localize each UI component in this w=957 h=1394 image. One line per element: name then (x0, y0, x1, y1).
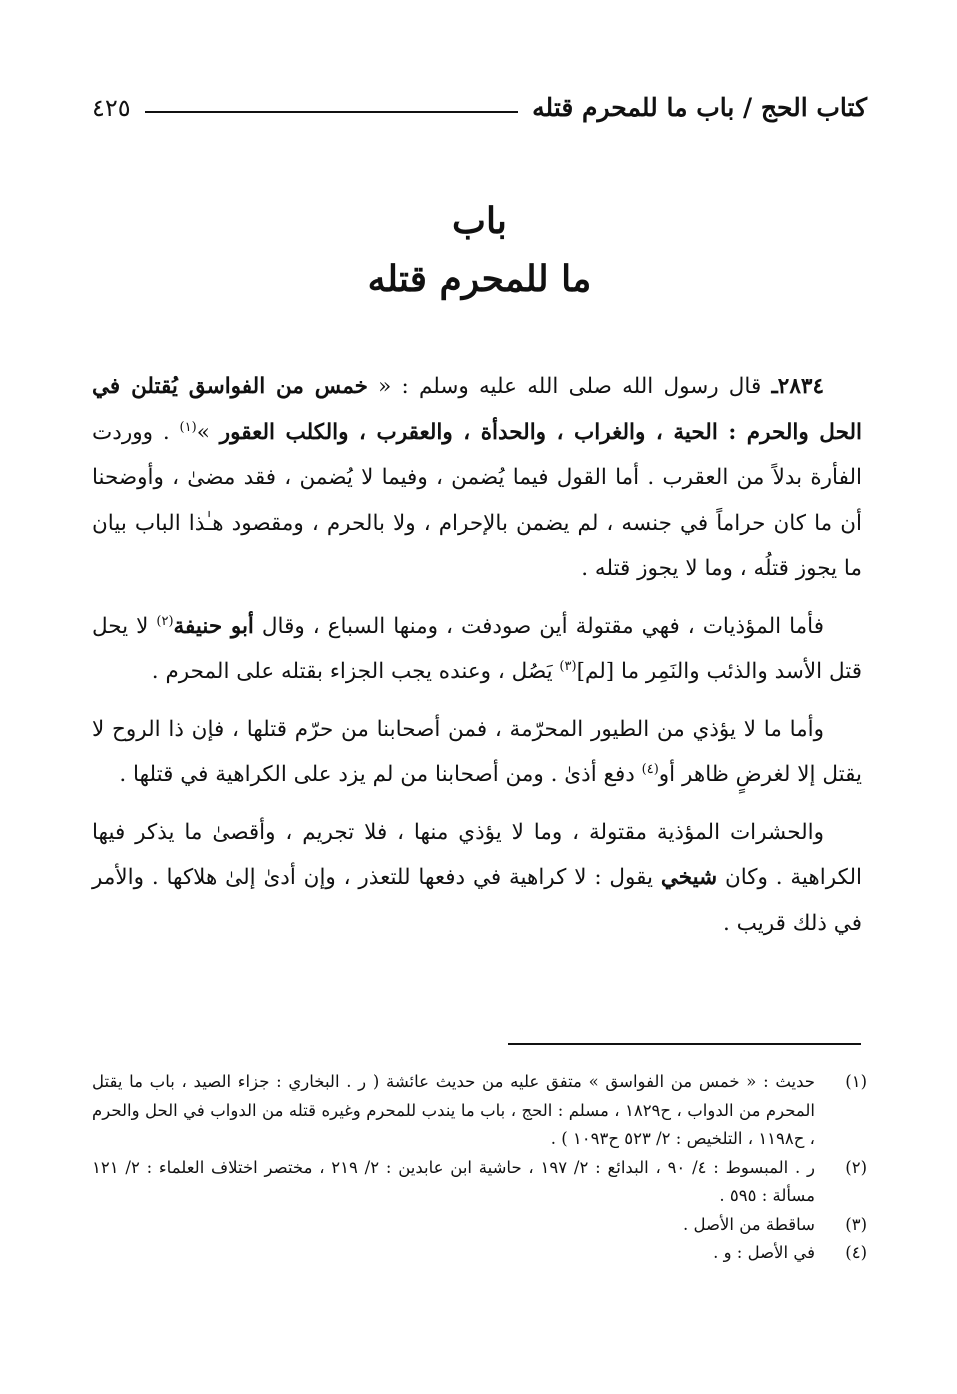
hadith-number: ٢٨٣٤ـ (771, 374, 824, 399)
footnote-text: ساقطة من الأصل . (683, 1214, 815, 1234)
paragraph-text: والحشرات المؤذية مقتولة ، وما لا يؤذي منها ، فلا تجريم ، وأقصىٰ ما يذكر فيها الكراهية . وكان (92, 819, 862, 890)
footnote-2 (92, 1154, 867, 1211)
paragraph-text: يقول : لا كراهية في دفعها للتعذر ، وإن أدىٰ إلىٰ هلاكها . والأمر في ذلك قريب . (92, 865, 862, 936)
chapter-title (92, 192, 867, 308)
footnote-ref-4[interactable]: (٤) (641, 761, 659, 777)
paragraph-hasharat (92, 810, 862, 947)
footnote-number: (٤) (845, 1243, 867, 1262)
paragraph-text: . ووردت الفأرة بدلاً من العقرب . أما القول فيما يُضمن ، وفيما لا يُضمن ، فقد مضىٰ ، وأوضحنا أن ما كان حراماً في جنسه ، لم يضمن بالإحرام ، ولا بالحرم ، ومقصود هـٰذا الباب بيان ما يجوز قتلُه ، وما لا يجوز قتله . (92, 419, 862, 581)
footnote-1 (92, 1068, 867, 1154)
chapter-title-line2: ما للمحرم قتله (367, 258, 592, 300)
hadith-quote: خمس من الفواسق يُقتلن في الحل والحرم : الحية ، والغراب ، والحدأة ، والعقرب ، والكلب العقور (92, 374, 862, 445)
name-abu-hanifa: أبو حنيفة (173, 613, 254, 639)
paragraph-text: دفع أذىٰ . ومن أصحابنا من لم يزد على الكراهية في قتلها . (119, 762, 642, 787)
footnote-separator (508, 1043, 861, 1045)
footnote-ref-1[interactable]: (١) (179, 419, 197, 435)
paragraph-text: فأما المؤذيات ، فهي مقتولة أين صودفت ، ومنها السباع ، وقال (253, 613, 824, 639)
paragraph-tuyur (92, 707, 862, 798)
footnote-number: (١) (845, 1072, 867, 1091)
paragraph-text: قال رسول الله صلى الله عليه وسلم : « (367, 374, 772, 399)
paragraph-text: يَصُل ، وعنده يجب الجزاء بقتله على المحرم . (151, 659, 560, 684)
paragraph-text: » (196, 419, 220, 445)
header-rule (145, 111, 518, 113)
footnote-3 (92, 1211, 867, 1240)
footnotes (92, 1068, 867, 1268)
footnote-ref-2[interactable]: (٢) (156, 613, 174, 629)
running-header (92, 82, 867, 122)
footnote-4 (92, 1239, 867, 1268)
name-shaykhi: شيخي (660, 865, 718, 890)
paragraph-2834 (92, 364, 862, 592)
footnote-number: (٣) (845, 1214, 867, 1234)
footnote-text: ر . المبسوط : ٤/ ٩٠ ، البدائع : ٢/ ١٩٧ ، حاشية ابن عابدين : ٢/ ٢١٩ ، مختصر اختلاف العلماء : ٢/ ١٢١ مسألة : ٥٩٥ . (92, 1157, 816, 1205)
footnote-ref-3[interactable]: (٣) (559, 658, 577, 674)
page-number: ٤٢٥ (92, 94, 131, 122)
paragraph-mu-dhiyat (92, 604, 862, 695)
running-title: كتاب الحج / باب ما للمحرم قتله (532, 93, 867, 122)
footnote-text: في الأصل : و . (713, 1243, 815, 1262)
body-text (92, 364, 862, 958)
chapter-title-line1: باب (452, 200, 507, 242)
paragraph-text: وأما ما لا يؤذي من الطيور المحرّمة ، فمن أصحابنا من حرّم قتلها ، فإن ذا الروح لا يقتل إلا لغرضٍ ظاهر أو (92, 716, 862, 787)
paragraph-text: لا يحل قتل الأسد والذئب والنَمِر ما [لم] (92, 613, 862, 684)
footnote-number: (٢) (845, 1157, 867, 1177)
footnote-text: حديث : « خمس من الفواسق » متفق عليه من حديث عائشة ( ر . البخاري : جزاء الصيد ، باب ما يقتل المحرم من الدواب ، ح١٨٢٩ ، مسلم : الحج ، باب ما يندب للمحرم وغيره قتله من الدواب في الحل والحرم ، ح١١٩٨ ، التلخيص : ٢/ ٥٢٣ ح١٠٩٣ ) . (92, 1072, 815, 1148)
